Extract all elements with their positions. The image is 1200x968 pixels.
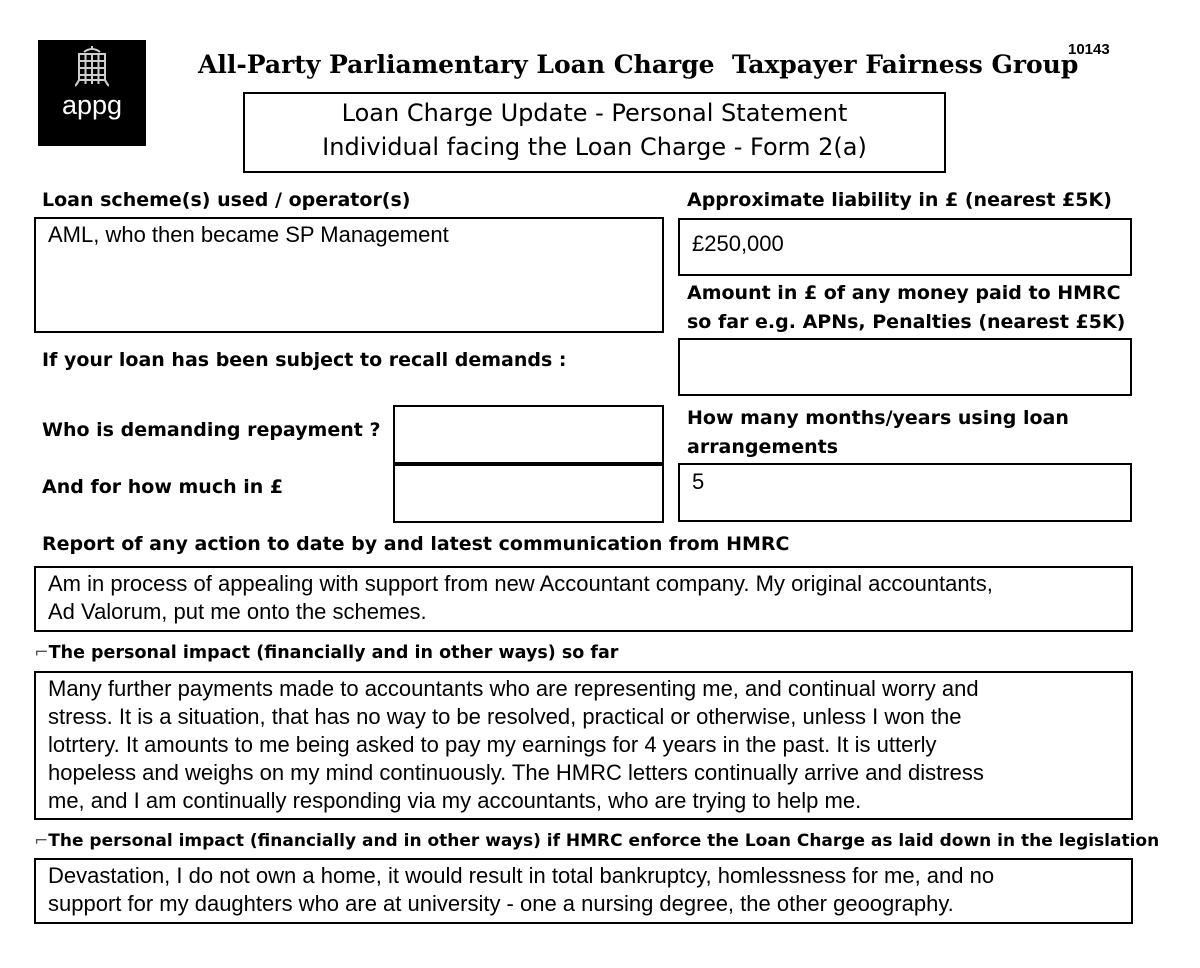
duration-label-line-2: arrangements (687, 436, 838, 458)
impact-if-enforced-line: Devastation, I do not own a home, it would result in total bankruptcy, homlessness for me, and no (48, 863, 995, 888)
duration-field[interactable] (678, 463, 1132, 522)
impact-so-far-line: me, and I am continually responding via my accountants, who are trying to help me. (48, 788, 862, 813)
impact-so-far-field[interactable] (34, 671, 1133, 820)
recall-demands-label: If your loan has been subject to recall demands : (42, 349, 567, 371)
how-much-field[interactable] (393, 464, 664, 523)
impact-so-far-line: stress. It is a situation, that has no way to be resolved, practical or otherwise, unless I won the (48, 704, 962, 729)
impact-if-enforced-label-row (34, 831, 1159, 851)
liability-label: Approximate liability in £ (nearest £5K) (687, 189, 1112, 211)
form-number: 10143 (1068, 41, 1110, 58)
subtitle-line-1: Loan Charge Update - Personal Statement (341, 99, 848, 127)
hmrc-report-line: Ad Valorum, put me onto the schemes. (48, 599, 427, 624)
form-subtitle-box (243, 92, 946, 173)
label-tick-mark: ⌐ (34, 643, 49, 663)
liability-value: £250,000 (692, 231, 784, 256)
paid-to-hmrc-label-line-1: Amount in £ of any money paid to HMRC (687, 282, 1121, 304)
duration-value: 5 (692, 469, 705, 494)
impact-so-far-label-row (34, 643, 618, 663)
who-demanding-field[interactable] (393, 405, 664, 464)
logo-text: appg (61, 90, 123, 120)
impact-if-enforced-line: support for my daughters who are at university - one a nursing degree, the other geoography. (48, 891, 954, 916)
how-much-label: And for how much in £ (42, 476, 284, 498)
liability-field[interactable] (678, 218, 1132, 276)
who-demanding-label: Who is demanding repayment ? (42, 419, 381, 441)
impact-so-far-line: Many further payments made to accountants who are representing me, and continual worry and (48, 676, 979, 701)
impact-so-far-label: The personal impact (financially and in other ways) so far (48, 643, 619, 663)
paid-to-hmrc-label-line-2: so far e.g. APNs, Penalties (nearest £5K) (687, 311, 1126, 333)
loan-schemes-value: AML, who then became SP Management (48, 222, 449, 247)
hmrc-report-field[interactable] (34, 566, 1133, 632)
impact-so-far-line: lotrtery. It amounts to me being asked to pay my earnings for 4 years in the past. It is utterly (48, 732, 937, 757)
label-tick-mark: ⌐ (34, 831, 49, 851)
subtitle-line-2: Individual facing the Loan Charge - Form 2(a) (322, 133, 867, 161)
hmrc-report-label: Report of any action to date by and latest communication from HMRC (42, 533, 790, 555)
loan-schemes-field[interactable] (34, 217, 664, 333)
hmrc-report-line: Am in process of appealing with support from new Accountant company. My original accountants, (48, 571, 993, 596)
page-title: All-Party Parliamentary Loan Charge Taxpayer Fairness Group (198, 50, 1079, 79)
duration-label-line-1: How many months/years using loan (687, 407, 1069, 429)
appg-logo (38, 40, 146, 146)
impact-so-far-line: hopeless and weighs on my mind continuously. The HMRC letters continually arrive and distress (48, 760, 984, 785)
portcullis-icon (75, 44, 109, 88)
impact-if-enforced-field[interactable] (34, 858, 1133, 924)
impact-if-enforced-label: The personal impact (financially and in other ways) if HMRC enforce the Loan Charge as laid down in the legislation (48, 831, 1160, 851)
paid-to-hmrc-field[interactable] (678, 338, 1132, 396)
loan-schemes-label: Loan scheme(s) used / operator(s) (42, 189, 411, 211)
